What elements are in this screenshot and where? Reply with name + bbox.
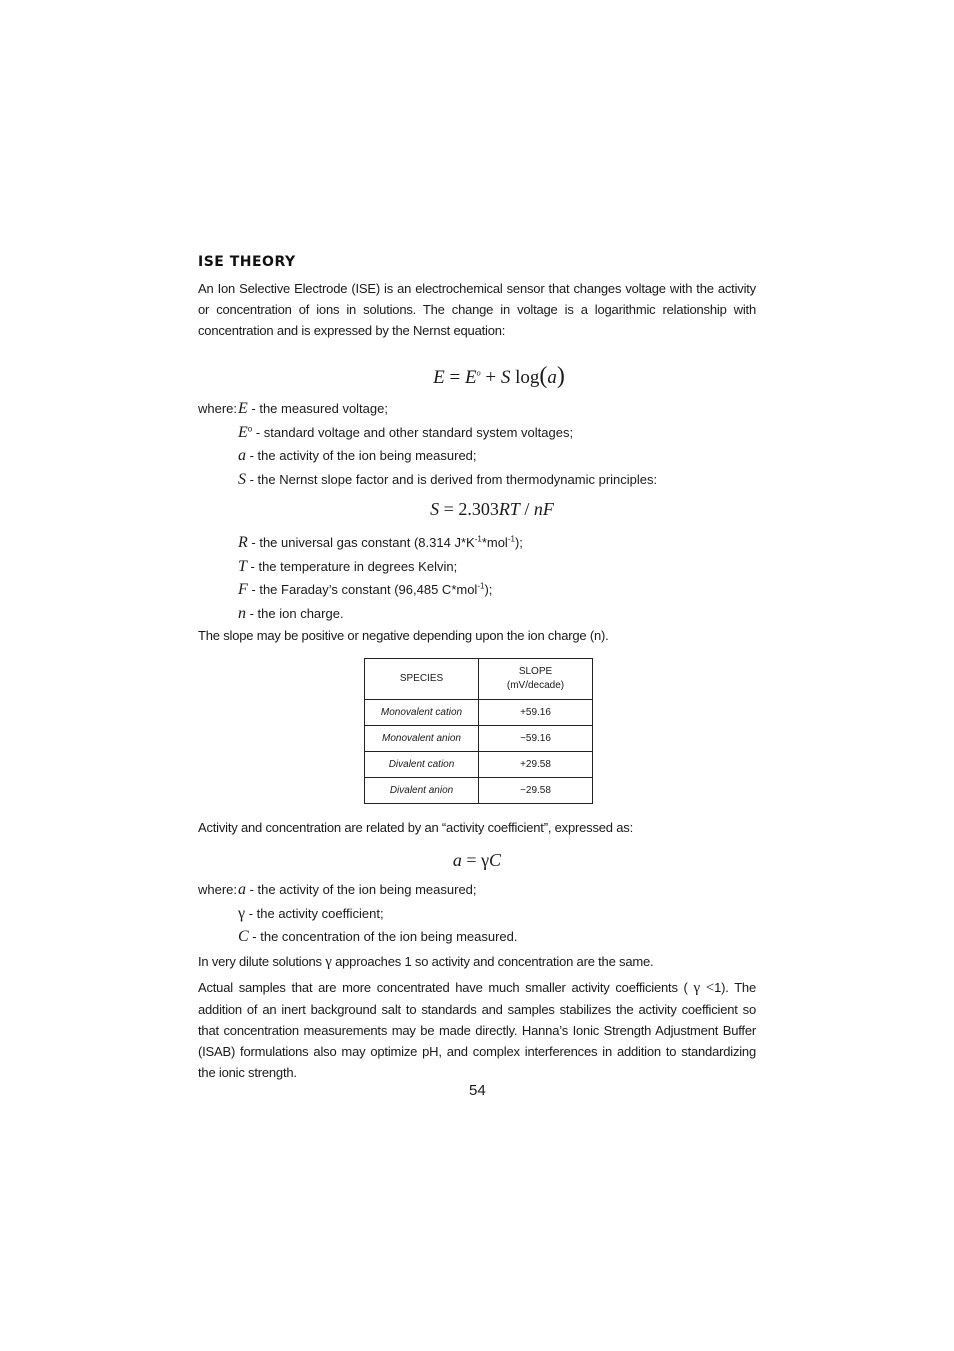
species-cell: Monovalent anion [365,726,479,752]
activity-equation: a = γC [452,850,502,870]
species-header: SPECIES [365,659,479,700]
slope-note: The slope may be positive or negative depending upon the ion charge (n). [198,628,609,643]
definition-r: R - the universal gas constant (8.314 $J*K^{-1}*mol^{-1}$); [238,534,523,551]
activity-definitions [198,878,756,949]
species-cell: Monovalent cation [365,700,479,726]
definition-activity: where:a - the activity of the ion being measured; [198,881,477,898]
table-header-row [365,659,593,700]
nernst-definitions [198,397,756,491]
slope-cell: +29.58 [479,752,593,778]
table-row [365,752,593,778]
species-cell: Divalent cation [365,752,479,778]
table-row [365,700,593,726]
definition-e0: $E^o$ - standard voltage and other standard system voltages; [238,423,574,441]
intro-paragraph: An Ion Selective Electrode (ISE) is an electrochemical sensor that changes voltage with the activity or concentration of ions in solutions. The change in voltage is a logarithmic relationship with concentration and is expressed by the Nernst equation: [198,281,756,338]
definition-n: n - the ion charge. [238,604,344,622]
actual-samples-paragraph: Actual samples that are more concentrated have much smaller activity coefficients ( γ <1). The addition of an inert background salt to standards and samples stabilizes the activity coefficient so that concentration measurements may be made directly. Hanna’s Ionic Strength Adjustment Buffer (ISAB) formulations also may optimize pH, and complex interferences in addition to standardizing the ionic strength. [198,979,756,1080]
definition-t: T - the temperature in degrees Kelvin; [238,557,458,575]
definition-e: where:E - the measured voltage; [198,400,388,417]
definition-f: F - the Faraday’s constant (96,485 C*mol$^{-1}$); [238,581,493,598]
activity-intro: Activity and concentration are related by an “activity coefficient”, expressed as: [198,820,633,835]
definition-c: C - the concentration of the ion being measured. [238,928,518,945]
slope-header: SLOPE (mV/decade) [479,659,593,700]
definition-a: a - the activity of the ion being measured; [238,447,477,464]
definition-gamma: γ - the activity coefficient; [238,904,384,922]
slope-equation: S = 2.303RT / nF [430,499,554,519]
slope-table [364,658,593,804]
page-content [198,254,756,1083]
slope-cell: +59.16 [479,700,593,726]
slope-cell: −59.16 [479,726,593,752]
table-row [365,778,593,804]
nernst-equation: $E = E^o + S$ log(a) [433,363,565,389]
definition-s: S - the Nernst slope factor and is derived from thermodynamic principles: [238,470,658,488]
slope-definitions [198,531,756,625]
species-cell: Divalent anion [365,778,479,804]
table-row [365,726,593,752]
section-heading: ISE THEORY [198,254,296,270]
slope-cell: −29.58 [479,778,593,804]
dilute-paragraph: In very dilute solutions γ approaches 1 so activity and concentration are the same. [198,953,654,970]
